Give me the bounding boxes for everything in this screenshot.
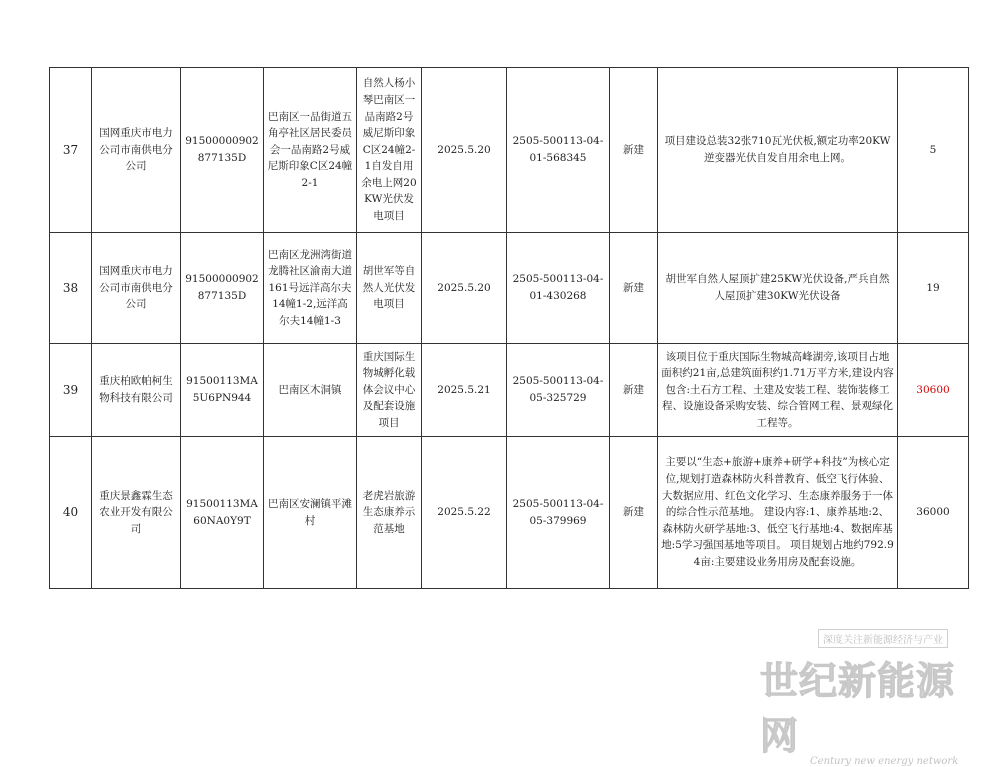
table-row xyxy=(50,344,969,437)
date-cell: 2025.5.21 xyxy=(422,344,507,437)
project-table xyxy=(49,67,969,589)
company-cell: 国网重庆市电力公司市南供电分公司 xyxy=(92,233,181,344)
watermark-brand: 世纪新能源网 xyxy=(760,658,956,758)
watermark xyxy=(760,628,970,767)
description-text: 该项目位于重庆国际生物城高峰湖旁,该项目占地面积约21亩,总建筑面积约1.71万平方米,建设内容包含:土石方工程、土建及安装工程、装饰装修工程、设施设备采购安装、综合管网工程、景观绿化工程等。 xyxy=(661,350,894,429)
project-name-cell: 重庆国际生物城孵化载体会议中心及配套设施项目 xyxy=(357,344,422,437)
description-cell xyxy=(658,233,898,344)
project-name-cell: 胡世军等自然人光伏发电项目 xyxy=(357,233,422,344)
project-name-cell: 自然人杨小琴巴南区一品南路2号威尼斯印象C区24幢2-1自发自用余电上网20KW光伏发电项目 xyxy=(357,68,422,233)
project-code-cell: 2505-500113-04-01-430268 xyxy=(507,233,610,344)
credit-code-cell: 91500113MA5U6PN944 xyxy=(181,344,264,437)
location-cell: 巴南区一品街道五角亭社区居民委员会一品南路2号威尼斯印象C区24幢2-1 xyxy=(264,68,357,233)
project-code-cell: 2505-500113-04-01-568345 xyxy=(507,68,610,233)
row-index: 40 xyxy=(50,437,92,589)
type-cell: 新建 xyxy=(610,437,658,589)
table-row xyxy=(50,233,969,344)
company-cell: 重庆景鑫霖生态农业开发有限公司 xyxy=(92,437,181,589)
type-cell: 新建 xyxy=(610,68,658,233)
credit-code-cell: 91500113MA60NA0Y9T xyxy=(181,437,264,589)
description-cell xyxy=(658,344,898,437)
project-code-cell: 2505-500113-04-05-325729 xyxy=(507,344,610,437)
description-cell xyxy=(658,437,898,589)
project-code-cell: 2505-500113-04-05-379969 xyxy=(507,437,610,589)
type-cell: 新建 xyxy=(610,233,658,344)
description-text: 胡世军自然人屋顶扩建25KW光伏设备,严兵自然人屋顶扩建30KW光伏设备 xyxy=(665,273,890,302)
investment-cell: 5 xyxy=(898,68,969,233)
table-row xyxy=(50,437,969,589)
row-index: 37 xyxy=(50,68,92,233)
investment-cell: 19 xyxy=(898,233,969,344)
location-cell: 巴南区木洞镇 xyxy=(264,344,357,437)
description-cell xyxy=(658,68,898,233)
investment-cell: 36000 xyxy=(898,437,969,589)
row-index: 39 xyxy=(50,344,92,437)
date-cell: 2025.5.20 xyxy=(422,68,507,233)
date-cell: 2025.5.20 xyxy=(422,233,507,344)
row-index: 38 xyxy=(50,233,92,344)
watermark-english: Century new energy network xyxy=(810,756,959,767)
table-row xyxy=(50,68,969,233)
credit-code-cell: 91500000902877135D xyxy=(181,233,264,344)
type-cell: 新建 xyxy=(610,344,658,437)
watermark-tagline: 深度关注新能源经济与产业 xyxy=(818,629,948,648)
date-cell: 2025.5.22 xyxy=(422,437,507,589)
location-cell: 巴南区安澜镇平滩村 xyxy=(264,437,357,589)
description-text: 主要以“生态+旅游+康养+研学+科技”为核心定位,规划打造森林防火科普教育、低空飞行体验、大数据应用、红色文化学习、生态康养服务于一体的综合性示范基地。 建设内容:1、康养基地:2、森林防火研学基地:3、低空飞行基地:4、数据库基地:5学习强国基地等项目。 项目规划占地约792.94亩:主要建设业务用房及配套设施。 xyxy=(661,456,894,568)
company-cell: 重庆柏欧帕柯生物科技有限公司 xyxy=(92,344,181,437)
company-cell: 国网重庆市电力公司市南供电分公司 xyxy=(92,68,181,233)
location-cell: 巴南区龙洲湾街道龙腾社区渝南大道161号远洋高尔夫14幢1-2,远洋高尔夫14幢1-3 xyxy=(264,233,357,344)
credit-code-cell: 91500000902877135D xyxy=(181,68,264,233)
project-name-cell: 老虎岩旅游生态康养示范基地 xyxy=(357,437,422,589)
investment-cell: 30600 xyxy=(898,344,969,437)
description-text: 项目建设总装32张710瓦光伏板,额定功率20KW逆变器光伏自发自用余电上网。 xyxy=(664,135,891,164)
